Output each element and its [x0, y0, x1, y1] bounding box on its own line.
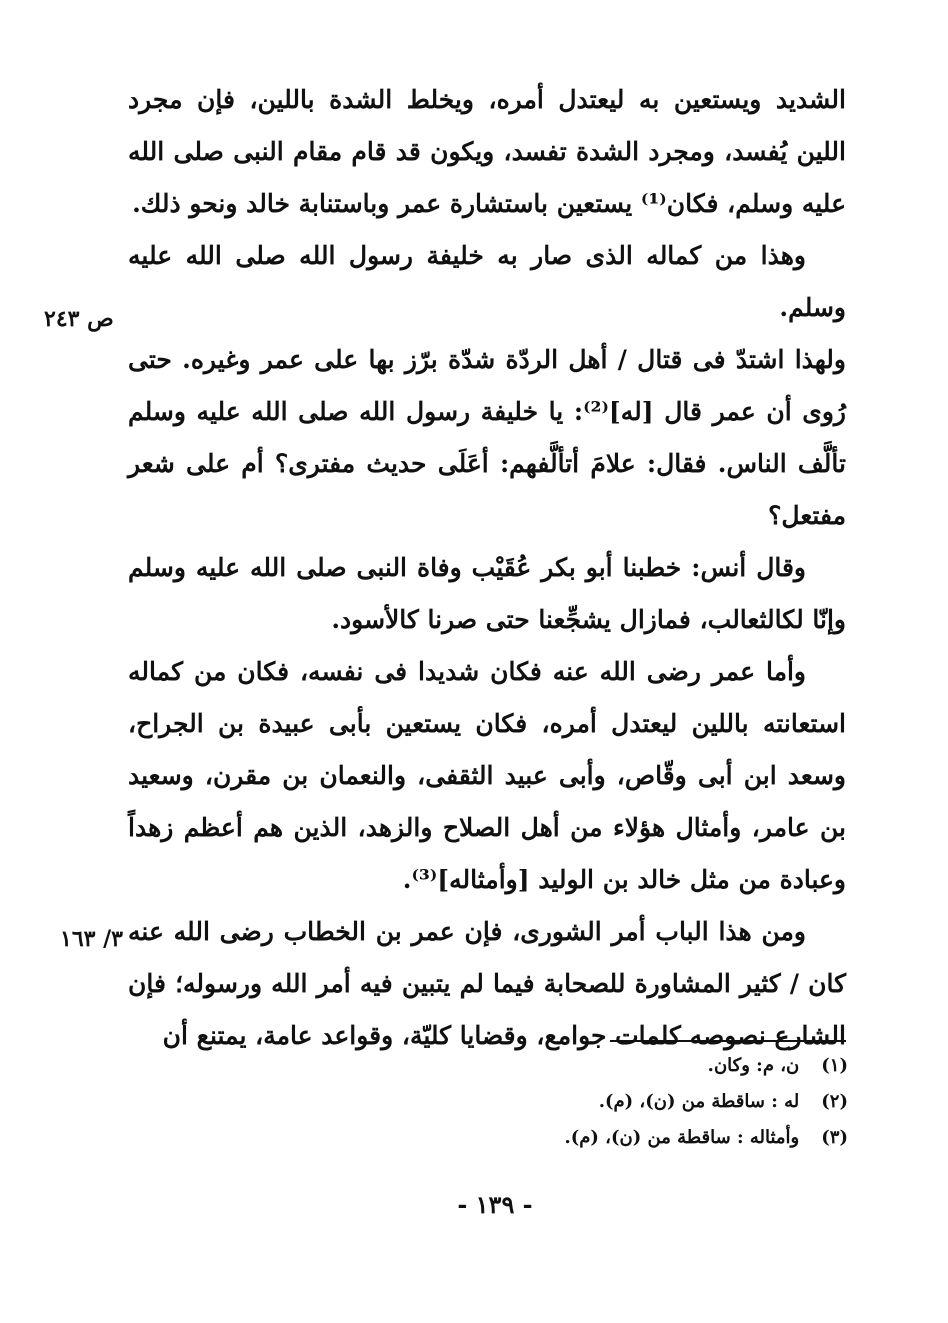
footnote-item — [564, 1048, 848, 1084]
footnote-number: (١) — [821, 1055, 848, 1076]
footnote-number: (٣) — [821, 1127, 848, 1148]
footnotes — [564, 1048, 848, 1156]
paragraph-1: الشديد ويستعين به ليعتدل أمره، ويخلط الشدة باللين، فإن مجرد اللين يُفسد، ومجرد الشدة تفسد، ويكون قد قام مقام النبى صلى الله عليه وسلم، فكان⁽¹⁾ يستعين باستشارة عمر وباستنابة خالد ونحو ذلك. — [128, 85, 846, 218]
footnote-text: ن، م: وكان. — [707, 1055, 800, 1076]
margin-page-reference: ص ٢٤٣ — [44, 306, 114, 332]
footnote-text: وأمثاله : ساقطة من (ن)، (م). — [564, 1127, 800, 1148]
footnote-divider — [610, 1040, 846, 1042]
paragraph-2: وهذا من كماله الذى صار به خليفة رسول الله صلى الله عليه وسلم. — [128, 241, 846, 322]
main-text — [128, 74, 846, 1062]
footnote-item — [564, 1120, 848, 1156]
paragraph-5: وأما عمر رضى الله عنه فكان شديدا فى نفسه، فكان من كماله استعانته باللين ليعتدل أمره، فكان يستعين بأبى عبيدة بن الجراح، وسعد ابن أبى وقّاص، وأبى عبيد الثقفى، والنعمان بن مقرن، وسعيد بن عامر، وأمثال هؤلاء من أهل الصلاح والزهد، الذين هم أعظم زهداً وعبادة من مثل خالد بن الوليد [وأمثاله]⁽³⁾. — [128, 657, 846, 894]
footnote-number: (٢) — [821, 1091, 848, 1112]
paragraph-6: ومن هذا الباب أمر الشورى، فإن عمر بن الخطاب رضى الله عنه كان / كثير المشاورة للصحابة فيما لم يتبين فيه أمر الله ورسوله؛ فإن الشارع نصوصه كلمات جوامع، وقضايا كليّة، وقواعد عامة، يمتنع أن — [128, 917, 846, 1050]
page-number: - ١٣٩ - — [457, 1190, 533, 1219]
paragraph-3: ولهذا اشتدّ فى قتال / أهل الردّة شدّة برّز بها على عمر وغيره. حتى رُوى أن عمر قال [له]⁽²⁾: يا خليفة رسول الله صلى الله عليه وسلم تألَّف الناس. فقال: علامَ أتألَّفهم: أعَلَى حديث مفترى؟ أم على شعر مفتعل؟ — [128, 345, 846, 530]
margin-volume-reference: ٣/ ١٦٣ — [60, 926, 123, 952]
footnote-text: له : ساقطة من (ن)، (م). — [598, 1091, 800, 1112]
paragraph-4: وقال أنس: خطبنا أبو بكر عُقَيْب وفاة النبى صلى الله عليه وسلم وإنّا لكالثعالب، فمازال يشجِّعنا حتى صرنا كالأسود. — [128, 553, 846, 634]
footnote-item — [564, 1084, 848, 1120]
